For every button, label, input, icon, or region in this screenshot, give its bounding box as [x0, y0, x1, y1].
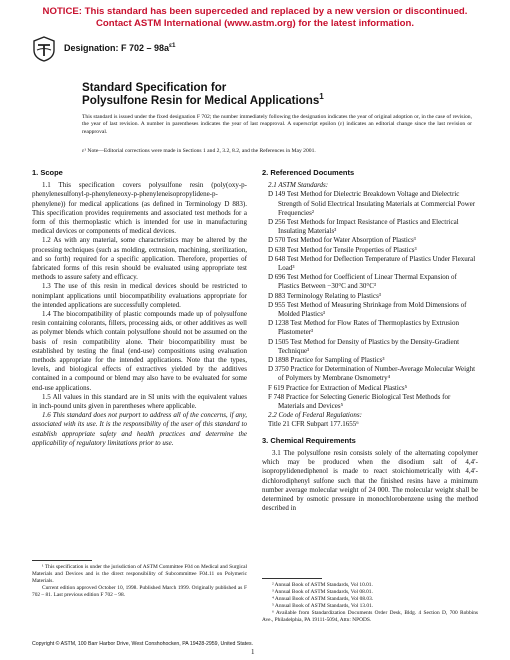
scope-1-1: 1.1 This specification covers polysulfone resin (poly(oxy-p-phenylenesulfonyl-p-phenyleneoxy-p-phenyleneisopropylidene-p-phenylene)) for medical applications (as defined in Terminology D 883). This specification provides requirements and associated test methods for a form of this thermoplastic which is intended for use in manufacturing medical devices or components of medical devices.	[32, 181, 247, 236]
supersede-notice	[0, 6, 510, 30]
right-column	[262, 168, 478, 513]
editorial-note: ε¹ Note—Editorial corrections were made in Sections 1 and 2, 3.2, 8.2, and the References in May 2001.	[82, 148, 316, 154]
footnote-rule-left	[32, 560, 92, 561]
title-footnote-marker: 1	[319, 92, 324, 102]
preamble: This standard is issued under the fixed designation F 702; the number immediately following the designation indicates the year of original adoption or, in the case of revision, the year of last revision. A number in parentheses indicates the year of last reapproval. A superscript epsilon (ε) indicates an editorial change since the last revision or reapproval.	[82, 114, 472, 135]
scope-heading: 1. Scope	[32, 168, 63, 177]
right-footnotes	[262, 578, 478, 624]
reference-item: D 149 Test Method for Dielectric Breakdown Voltage and Dielectric Strength of Solid Electrical Insulating Materials at Commercial Power Frequencies²	[268, 190, 476, 217]
page-title	[82, 81, 324, 107]
footnote-5: ⁵ Annual Book of ASTM Standards, Vol 13.01.	[272, 603, 374, 609]
reference-item: D 696 Test Method for Coefficient of Linear Thermal Expansion of Plastics Between −30°C and 30°C³	[268, 273, 457, 291]
page-number: 1	[251, 648, 255, 656]
designation-epsilon: ε1	[169, 42, 176, 49]
reference-item: D 648 Test Method for Deflection Temperature of Plastics Under Flexural Load³	[268, 254, 476, 273]
scope-1-2: 1.2 As with any material, some characteristics may be altered by the processing techniques (such as molding, extrusion, machining, sterilization, and so forth) required for a specific application. Therefore, properties of fabricated forms of this resin should be evaluated using appropriate test methods to assure safety and efficacy.	[32, 236, 247, 282]
reference-item: F 748 Practice for Selecting Generic Biological Test Methods for Materials and Devices⁵	[268, 392, 451, 411]
copyright: Copyright © ASTM, 100 Barr Harbor Drive, West Conshohocken, PA 19428-2959, United States.	[32, 641, 254, 647]
notice-line-2: Contact ASTM International (www.astm.org) for the latest information.	[95, 18, 415, 29]
reference-item: D 1238 Test Method for Flow Rates of Thermoplastics by Extrusion Plastometer³	[268, 319, 459, 337]
cfr-subheading: 2.2 Code of Federal Regulations:	[268, 411, 362, 420]
scope-1-6: 1.6 This standard does not purport to address all of the concerns, if any, associated with its use. It is the responsibility of the user of this standard to establish appropriate safety and health practices and determine the applicability of regulatory limitations prior to use.	[32, 411, 247, 447]
reference-item: F 619 Practice for Extraction of Medical Plastics⁵	[268, 383, 408, 392]
footnote-1-edition: Current edition approved October 10, 1998. Published March 1999. Originally published as F 702 – 81. Last previous edition F 702 – 98.	[32, 585, 247, 598]
reference-item: D 1898 Practice for Sampling of Plastics³	[268, 356, 385, 365]
reference-item: D 955 Test Method of Measuring Shrinkage from Mold Dimensions of Molded Plastics³	[268, 300, 467, 319]
notice-line-1: NOTICE: This standard has been superceded and replaced by a new version or discontinued.	[42, 6, 468, 17]
reference-item: D 570 Test Method for Water Absorption of Plastics³	[268, 236, 416, 245]
astm-standards-subheading: 2.1 ASTM Standards:	[268, 181, 329, 190]
reference-item: D 3750 Practice for Determination of Number-Average Molecular Weight of Polymers by Membrane Osmometry⁴	[268, 365, 476, 383]
footnote-rule-right	[262, 578, 322, 579]
designation	[64, 43, 176, 53]
title-line-1: Standard Specification for	[82, 81, 227, 94]
footnote-4: ⁴ Annual Book of ASTM Standards, Vol 08.03.	[272, 596, 374, 602]
footnote-3: ³ Annual Book of ASTM Standards, Vol 08.01.	[272, 589, 373, 595]
reference-item: D 638 Test Method for Tensile Properties of Plastics³	[268, 245, 417, 254]
reference-item: D 1505 Test Method for Density of Plastics by the Density-Gradient Technique³	[268, 337, 460, 355]
title-line-2: Polysulfone Resin for Medical Applications	[82, 94, 320, 107]
chemical-heading: 3. Chemical Requirements	[262, 435, 356, 445]
footnote-6: ⁶ Available from Standardization Documents Order Desk, Bldg. 4 Section D, 700 Robbins Ave., Philadelphia, PA 19111-5094, Attn: NPODS.	[262, 610, 478, 623]
footnote-2: ² Annual Book of ASTM Standards, Vol 10.01.	[272, 582, 373, 588]
scope-1-3: 1.3 The use of this resin in medical devices should be restricted to nonimplant applications until biocompatibility evaluations appropriate for the intended applications are successfully completed.	[32, 282, 247, 309]
scope-1-4: 1.4 The biocompatibility of plastic compounds made up of polysulfone resin containing colorants, fillers, processing aids, or other additives as well as polymer blends which contain polysulfone should not be assumed on the basis of resin compatibility alone. Their biocompatibility must be established by testing the final (end-use) compositions using evaluation methods appropriate for the intended applications. Note that the types, levels, and biological effects of extractives yielded by the additives contained in a compound or blend may also have to be evaluated for some end-use applications.	[32, 310, 247, 392]
left-column	[32, 168, 247, 448]
designation-text: Designation: F 702 – 98a	[64, 43, 170, 53]
reference-list	[262, 190, 478, 411]
cfr-item: Title 21 CFR Subpart 177.1655⁶	[268, 420, 359, 429]
left-footnotes	[32, 560, 247, 599]
scope-1-5: 1.5 All values in this standard are in SI units with the equivalent values in inch-pound units given in parentheses where applicable.	[32, 392, 247, 411]
title-line-2-wrap	[82, 94, 324, 107]
chemical-3-1: 3.1 The polysulfone resin consists solely of the alternating copolymer which may be produced when the disodium salt of 4,4′-isopropylidenediphenol is made to react stoichiometrically with 4,4′-dichlorodiphenyl sulfone such that the finished resins have a minimum number average molecular weight of 24 000. The molecular weight shall be determined by osmotic pressure in monochlorobenzene using the method described in	[262, 448, 478, 513]
footnote-1: ¹ This specification is under the jurisdiction of ASTM Committee F04 on Medical and Surgical Materials and Devices and is the direct responsibility of Subcommittee F04.11 on Polymeric Materials.	[32, 564, 247, 584]
reference-item: D 883 Terminology Relating to Plastics³	[268, 291, 381, 300]
astm-logo-icon	[32, 36, 56, 62]
reference-item: D 256 Test Methods for Impact Resistance of Plastics and Electrical Insulating Materials³	[268, 218, 459, 236]
references-heading: 2. Referenced Documents	[262, 168, 355, 177]
